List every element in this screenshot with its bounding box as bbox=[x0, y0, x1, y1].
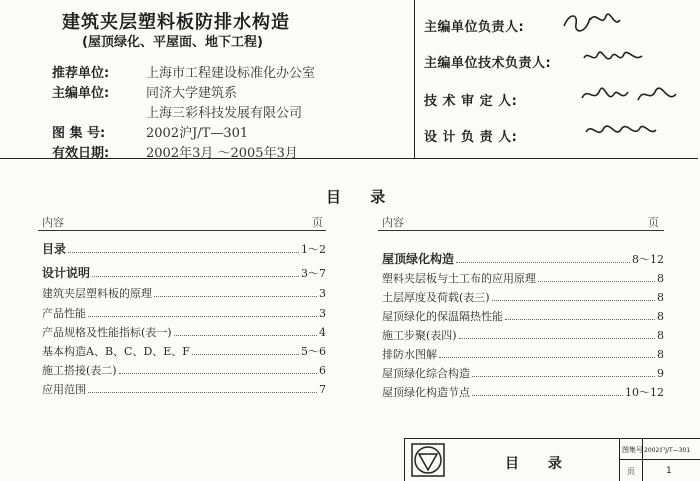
resp-label-reviewer: 技 术 审 定 人: bbox=[424, 94, 518, 109]
toc-item-page: 6 bbox=[319, 364, 326, 377]
toc-leader bbox=[119, 373, 317, 374]
toc-item[interactable] bbox=[382, 346, 664, 362]
page-number: 1 bbox=[666, 466, 672, 476]
info-value-valid-date: 2002年3月 ～2005年3月 bbox=[146, 146, 298, 161]
toc-item-page: 7 bbox=[319, 383, 326, 396]
toc-leader bbox=[439, 357, 655, 358]
toc-leader bbox=[459, 338, 655, 339]
toc-item-page: 8 bbox=[657, 348, 664, 361]
info-value-chief-editor: 同济大学建筑系 bbox=[146, 86, 238, 101]
toc-item-label: 屋顶绿化综合构造 bbox=[382, 367, 470, 380]
toc-item-label: 施工步聚(表四) bbox=[382, 329, 457, 342]
info-label-recommender: 推荐单位: bbox=[52, 66, 110, 81]
info-value-chief-editor-2: 上海三彩科技发展有限公司 bbox=[146, 106, 303, 121]
toc-leader bbox=[472, 376, 655, 377]
toc-item-label: 塑料夹层板与土工布的应用原理 bbox=[382, 272, 536, 285]
toc-item[interactable] bbox=[42, 285, 326, 301]
toc-title: 目 录 bbox=[326, 188, 398, 206]
info-label-valid-date: 有效日期: bbox=[52, 146, 110, 161]
info-label-chief-editor: 主编单位: bbox=[52, 86, 110, 101]
toc-item[interactable] bbox=[42, 381, 326, 397]
resp-label-chief-unit: 主编单位负责人: bbox=[424, 20, 525, 35]
toc-leader bbox=[154, 296, 317, 297]
toc-item-label: 产品规格及性能指标(表一) bbox=[42, 326, 172, 339]
toc-item-page: 8 bbox=[657, 272, 664, 285]
toc-leader bbox=[174, 335, 317, 336]
toc-item[interactable] bbox=[42, 305, 326, 321]
toc-item[interactable] bbox=[382, 327, 664, 343]
signature-reviewer bbox=[578, 80, 688, 112]
toc-leader bbox=[92, 276, 299, 277]
signature-technical bbox=[580, 42, 650, 72]
toc-item-label: 屋顶绿化的保温隔热性能 bbox=[382, 310, 503, 323]
title-block-title: 目 录 bbox=[505, 456, 574, 472]
toc-leader bbox=[492, 300, 655, 301]
toc-item-label: 屋顶绿化构造节点 bbox=[382, 386, 470, 399]
toc-leader bbox=[472, 395, 623, 396]
toc-right-col-page: 页 bbox=[648, 216, 659, 229]
info-value-recommender: 上海市工程建设标准化办公室 bbox=[146, 66, 316, 81]
toc-leader bbox=[505, 319, 655, 320]
toc-item-page: 8 bbox=[657, 329, 664, 342]
toc-item-label: 施工搭接(表二) bbox=[42, 364, 117, 377]
toc-left-col-page: 页 bbox=[312, 216, 323, 229]
toc-item-page: 3 bbox=[319, 307, 326, 320]
info-value-atlas-number: 2002沪J/T—301 bbox=[146, 126, 249, 141]
toc-item[interactable] bbox=[42, 362, 326, 378]
toc-leader bbox=[88, 316, 317, 317]
page-label: 页 bbox=[627, 467, 635, 476]
toc-item-label: 建筑夹层塑料板的原理 bbox=[42, 287, 152, 300]
toc-item-page: 8 bbox=[657, 291, 664, 304]
toc-item-label: 屋顶绿化构造 bbox=[382, 252, 455, 266]
toc-item[interactable] bbox=[382, 289, 664, 305]
toc-item[interactable] bbox=[42, 324, 326, 340]
title-block-grid bbox=[619, 439, 700, 481]
toc-item-label: 基本构造A、B、C、D、E、F bbox=[42, 345, 190, 358]
title-block-divider bbox=[620, 459, 700, 460]
toc-item[interactable] bbox=[382, 384, 664, 400]
toc-item-page: 10～12 bbox=[625, 386, 664, 399]
toc-leader bbox=[192, 354, 299, 355]
atlas-number-value: 2002沪J/T—301 bbox=[644, 447, 691, 454]
toc-item-label: 排防水图解 bbox=[382, 348, 437, 361]
signature-chief-unit bbox=[560, 6, 630, 36]
resp-label-designer: 设 计 负 责 人: bbox=[424, 130, 518, 145]
toc-item-page: 8 bbox=[657, 310, 664, 323]
toc-item-label: 产品性能 bbox=[42, 307, 86, 320]
toc-item[interactable] bbox=[382, 365, 664, 381]
toc-item[interactable] bbox=[382, 250, 664, 267]
toc-item-page: 9 bbox=[657, 367, 664, 380]
atlas-number-label: 图集号 bbox=[622, 446, 643, 454]
toc-leader bbox=[68, 252, 299, 253]
info-label-atlas-number: 图 集 号: bbox=[52, 126, 106, 141]
toc-leader bbox=[88, 392, 317, 393]
toc-left-rule bbox=[38, 230, 326, 231]
toc-item-label: 土层厚度及荷载(表三) bbox=[382, 291, 490, 304]
toc-item-page: 3 bbox=[319, 287, 326, 300]
toc-item-page: 5～6 bbox=[301, 345, 326, 358]
toc-right-col-content: 内容 bbox=[382, 216, 404, 229]
toc-item[interactable] bbox=[42, 240, 326, 257]
document-title: 建筑夹层塑料板防排水构造 bbox=[62, 12, 290, 33]
signature-designer bbox=[582, 116, 662, 148]
title-block bbox=[404, 438, 700, 481]
toc-item-label: 设计说明 bbox=[42, 266, 91, 280]
toc-leader bbox=[456, 262, 630, 263]
header-divider bbox=[414, 0, 415, 158]
toc-item[interactable] bbox=[382, 308, 664, 324]
toc-left-col-content: 内容 bbox=[42, 216, 64, 229]
toc-item-label: 目录 bbox=[42, 242, 67, 256]
toc-item-page: 1～2 bbox=[301, 243, 326, 256]
toc-item-page: 3～7 bbox=[301, 267, 326, 280]
toc-item-page: 4 bbox=[319, 326, 326, 339]
toc-item-label: 应用范围 bbox=[42, 383, 86, 396]
resp-label-technical: 主编单位技术负责人: bbox=[424, 56, 552, 71]
toc-right-rule bbox=[378, 230, 664, 231]
toc-item-page: 8～12 bbox=[632, 253, 664, 266]
toc-item[interactable] bbox=[382, 270, 664, 286]
toc-item[interactable] bbox=[42, 343, 326, 359]
toc-leader bbox=[538, 281, 655, 282]
drawing-logo-icon bbox=[411, 443, 445, 477]
document-subtitle: (屋顶绿化、平屋面、地下工程) bbox=[82, 35, 263, 50]
toc-item[interactable] bbox=[42, 264, 326, 281]
